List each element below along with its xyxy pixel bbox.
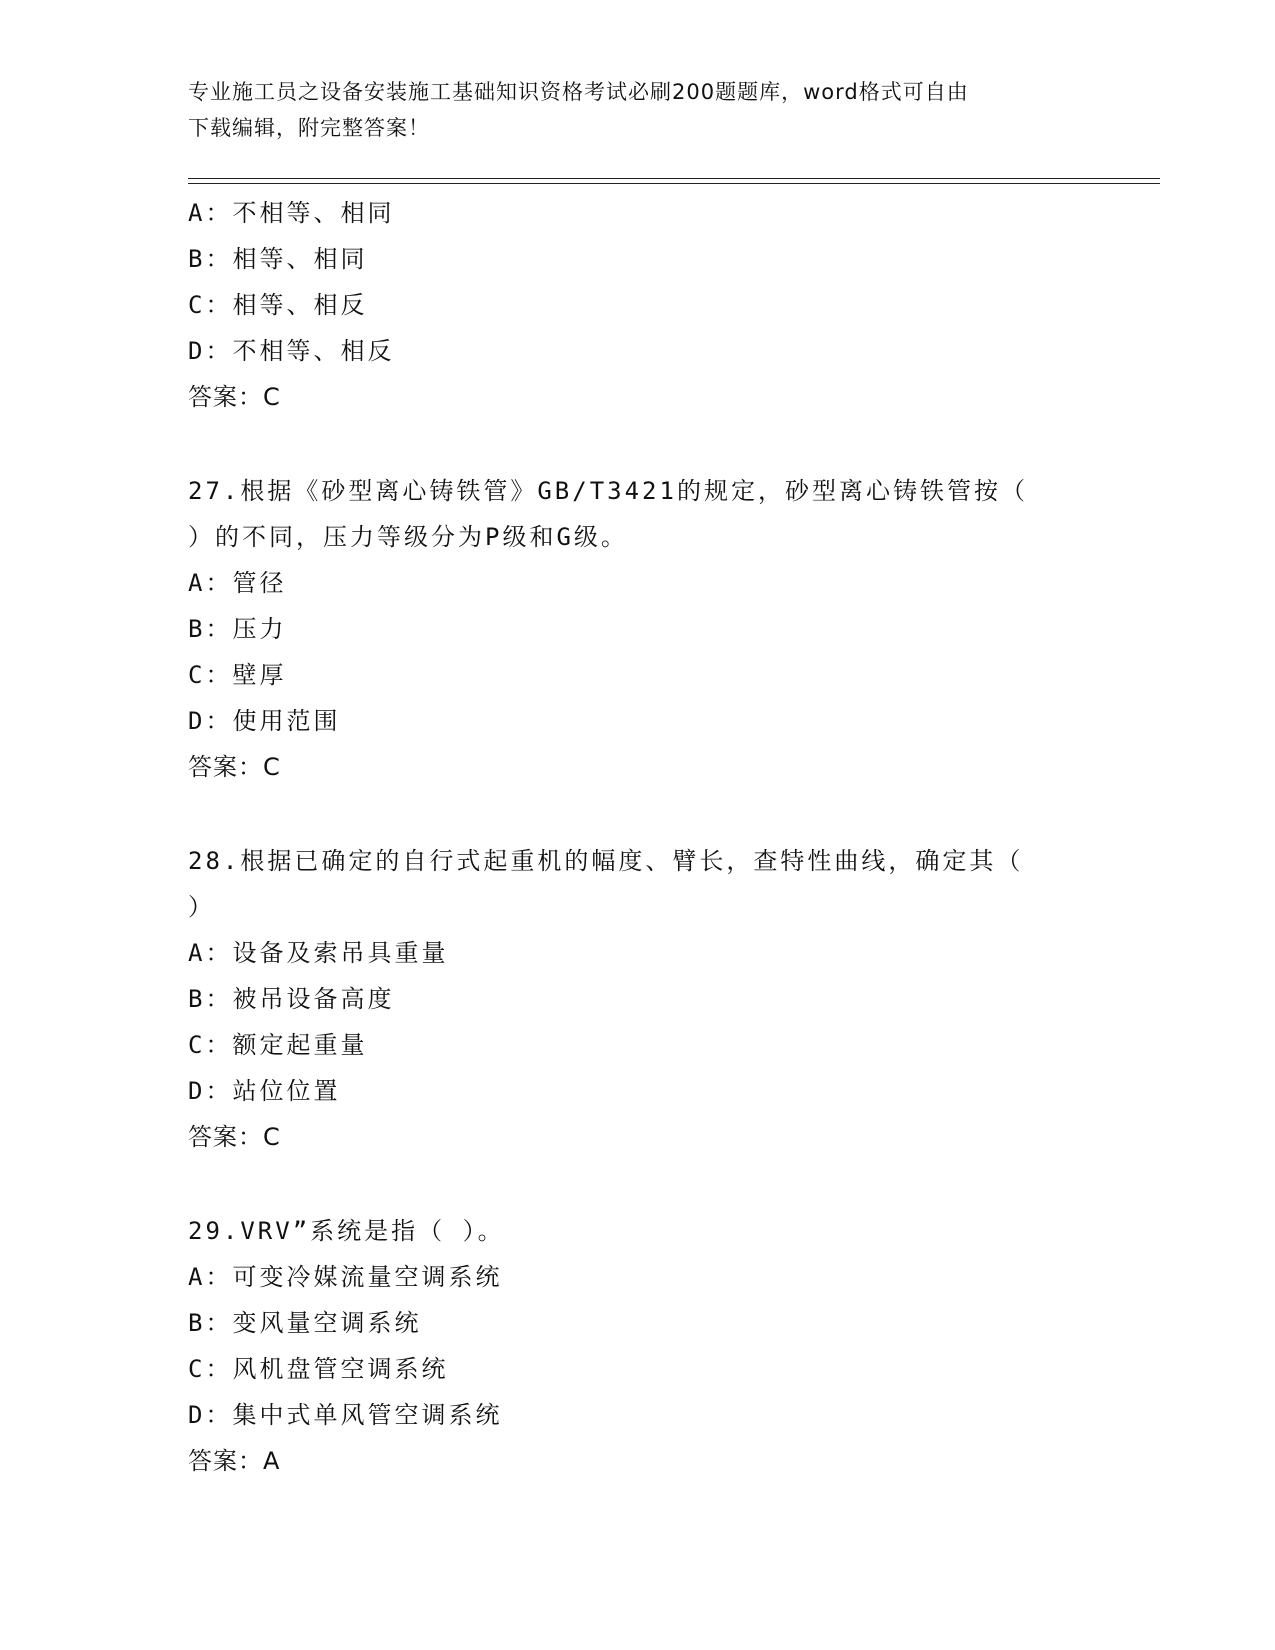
option-b: B：相等、相同 bbox=[188, 245, 368, 273]
option-b: B：压力 bbox=[188, 615, 287, 643]
header-divider-top bbox=[188, 178, 1160, 179]
option-c: C：风机盘管空调系统 bbox=[188, 1355, 449, 1383]
header-line-2: 下载编辑，附完整答案！ bbox=[188, 116, 430, 140]
question-28-stem-line-2: ） bbox=[188, 893, 215, 921]
question-27-stem-line-1: 27.根据《砂型离心铸铁管》GB/T3421的规定，砂型离心铸铁管按（ bbox=[188, 477, 1028, 505]
answer-line: 答案：A bbox=[188, 1447, 281, 1475]
option-c: C：壁厚 bbox=[188, 661, 287, 689]
question-28-block bbox=[188, 838, 1068, 1160]
option-d: D：站位位置 bbox=[188, 1077, 341, 1105]
answer-line: 答案：C bbox=[188, 753, 281, 781]
option-d: D：使用范围 bbox=[188, 707, 341, 735]
answer-line: 答案：C bbox=[188, 383, 281, 411]
spacer bbox=[188, 790, 1068, 838]
question-27-block bbox=[188, 468, 1068, 790]
question-29-stem: 29.VRV”系统是指（ ）。 bbox=[188, 1217, 505, 1245]
option-a: A：设备及索吊具重量 bbox=[188, 939, 449, 967]
option-a: A：管径 bbox=[188, 569, 287, 597]
option-a: A：可变冷媒流量空调系统 bbox=[188, 1263, 503, 1291]
question-list bbox=[188, 190, 1068, 1484]
option-c: C：额定起重量 bbox=[188, 1031, 368, 1059]
question-28-stem-line-1: 28.根据已确定的自行式起重机的幅度、臂长，查特性曲线，确定其（ bbox=[188, 847, 1024, 875]
option-c: C：相等、相反 bbox=[188, 291, 368, 319]
spacer bbox=[188, 1160, 1068, 1208]
option-a: A：不相等、相同 bbox=[188, 199, 395, 227]
option-b: B：被吊设备高度 bbox=[188, 985, 395, 1013]
spacer bbox=[188, 420, 1068, 468]
answer-line: 答案：C bbox=[188, 1123, 281, 1151]
option-b: B：变风量空调系统 bbox=[188, 1309, 422, 1337]
question-29-block bbox=[188, 1208, 1068, 1484]
option-d: D：不相等、相反 bbox=[188, 337, 395, 365]
header-line-1: 专业施工员之设备安装施工基础知识资格考试必刷200题题库，word格式可自由 bbox=[188, 80, 969, 104]
header-divider-bottom bbox=[188, 183, 1160, 184]
question-27-stem-line-2: ）的不同，压力等级分为P级和G级。 bbox=[188, 523, 628, 551]
document-header bbox=[188, 74, 1068, 146]
question-26-block bbox=[188, 190, 1068, 420]
option-d: D：集中式单风管空调系统 bbox=[188, 1401, 503, 1429]
